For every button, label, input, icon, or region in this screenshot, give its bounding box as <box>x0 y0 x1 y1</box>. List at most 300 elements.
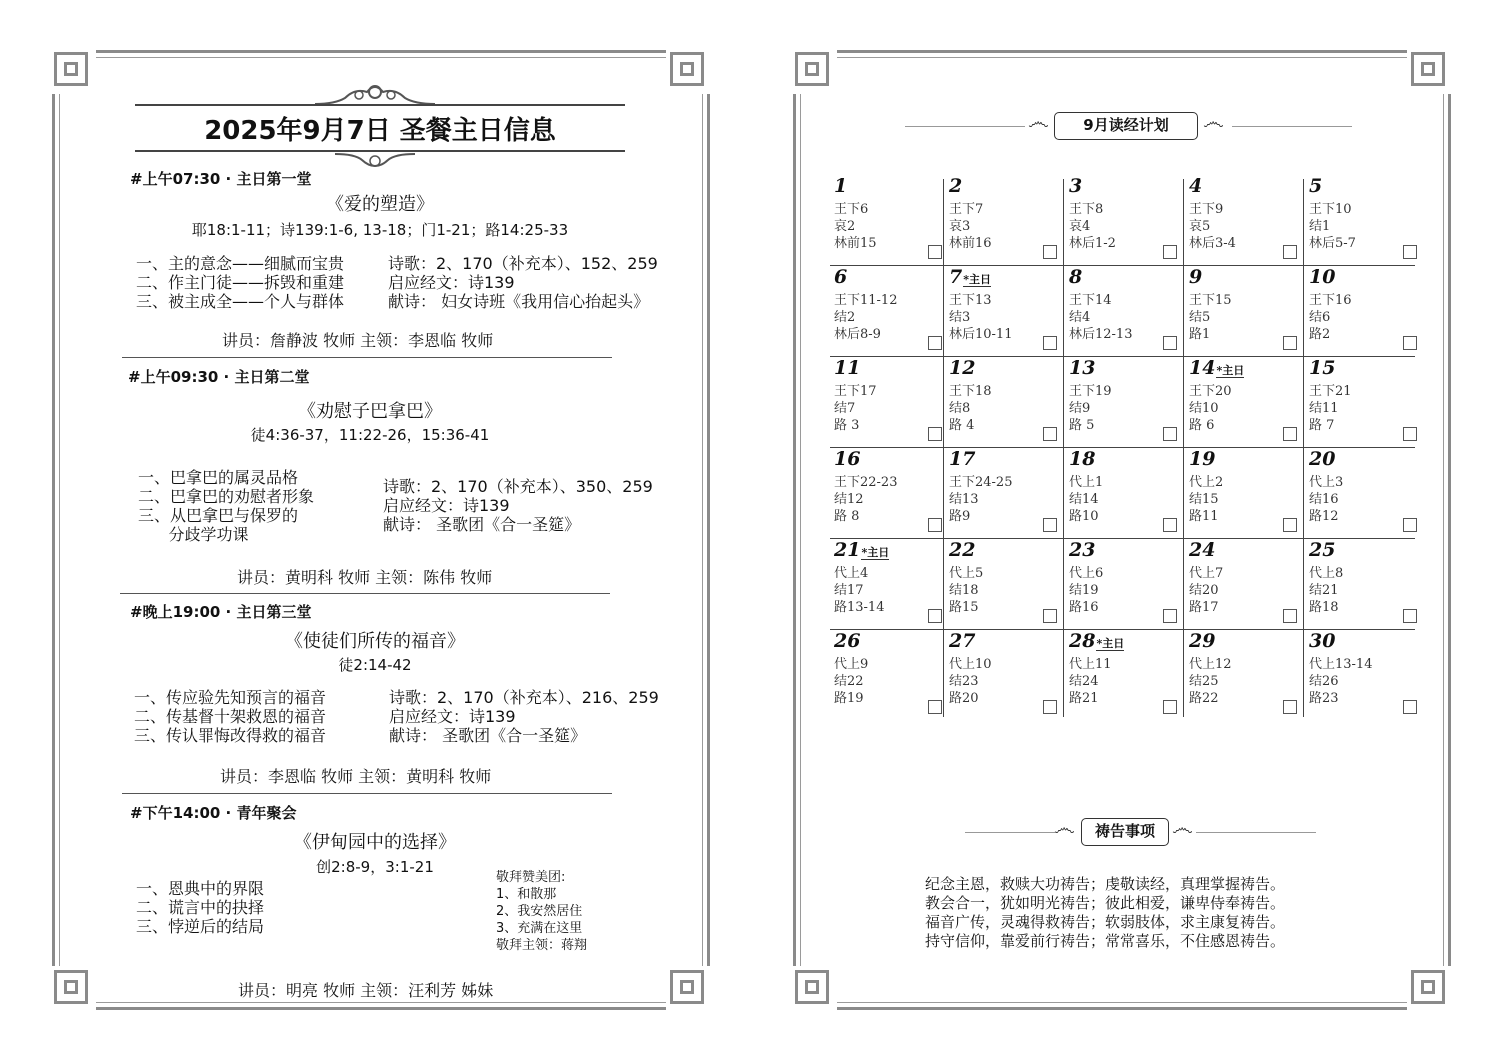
calendar-day <box>1185 175 1305 265</box>
day-number: 14*主日 <box>1189 357 1245 379</box>
corner-ornament <box>50 48 96 94</box>
reading-checkbox[interactable] <box>1283 336 1297 350</box>
reading-item: 林前16 <box>949 236 992 251</box>
sermon-title: 《劝慰子巴拿巴》 <box>298 401 442 422</box>
reading-checkbox[interactable] <box>1283 700 1297 714</box>
reading-item: 王下8 <box>1069 202 1104 217</box>
reading-list <box>1309 565 1343 616</box>
reading-item: 路16 <box>1069 600 1099 615</box>
reading-checkbox[interactable] <box>1163 518 1177 532</box>
reading-list <box>1309 383 1352 434</box>
calendar-day <box>1305 630 1425 720</box>
list-item: 1、和散那 <box>496 887 557 902</box>
reading-item: 结4 <box>1069 310 1091 325</box>
reading-list <box>834 292 897 343</box>
reading-item: 结26 <box>1309 674 1339 689</box>
reading-item: 王下6 <box>834 202 869 217</box>
scroll-ornament-icon: ෴ <box>1203 110 1224 135</box>
list-item: 三、悖逆后的结局 <box>136 917 265 936</box>
grid-col-line <box>943 179 944 717</box>
reading-list <box>1069 292 1132 343</box>
reading-checkbox[interactable] <box>928 336 942 350</box>
calendar-day <box>830 630 950 720</box>
worship-team-info <box>496 869 587 954</box>
reading-list <box>1189 292 1232 343</box>
sunday-tag: *主日 <box>1096 637 1125 650</box>
banner-line <box>1196 832 1316 833</box>
reading-list <box>834 656 868 707</box>
sermon-points <box>136 254 344 311</box>
reading-item: 王下22-23 <box>834 475 898 490</box>
grid-row-line <box>830 629 1415 630</box>
scroll-ornament-icon: ෴ <box>1054 816 1075 841</box>
reading-list <box>1309 474 1343 525</box>
reading-item: 代上11 <box>1069 657 1112 672</box>
reading-item: 结3 <box>949 310 971 325</box>
day-number: 7*主日 <box>949 266 991 288</box>
list-item: 一、传应验先知预言的福音 <box>134 688 327 707</box>
reading-item: 路1 <box>1189 327 1211 342</box>
calendar-day <box>1305 539 1425 629</box>
sunday-tag: *主日 <box>963 273 991 286</box>
reading-checkbox[interactable] <box>1403 427 1417 441</box>
list-item: 二、传基督十架救恩的福音 <box>134 707 327 726</box>
list-item: 诗歌：2、170（补充本）、152、259 <box>388 254 658 273</box>
calendar-day <box>1185 448 1305 538</box>
service-header: #晚上19:00 · 主日第三堂 <box>130 603 312 621</box>
reading-item: 结1 <box>1309 219 1331 234</box>
reading-item: 结21 <box>1309 583 1339 598</box>
reading-item: 路22 <box>1189 691 1219 706</box>
calendar-day <box>1065 266 1185 356</box>
sunday-tag: *主日 <box>861 546 890 559</box>
reading-item: 代上2 <box>1189 475 1224 490</box>
reading-item: 结18 <box>949 583 979 598</box>
list-item: 一、巴拿巴的属灵品格 <box>138 468 299 487</box>
reading-item: 路12 <box>1309 509 1339 524</box>
reading-item: 路 8 <box>834 509 860 524</box>
sermon-points <box>138 468 314 544</box>
reading-item: 代上1 <box>1069 475 1104 490</box>
reading-item: 代上12 <box>1189 657 1232 672</box>
cloud-ornament-icon <box>330 150 420 172</box>
reading-checkbox[interactable] <box>1043 700 1057 714</box>
reading-item: 林后8-9 <box>834 327 881 342</box>
reading-list <box>834 474 897 525</box>
list-item: 诗歌：2、170（补充本）、350、259 <box>383 477 653 496</box>
day-number: 19 <box>1189 448 1216 470</box>
reading-list <box>1069 201 1116 252</box>
day-number: 1 <box>834 175 848 197</box>
reading-list <box>1069 383 1112 434</box>
reading-list <box>949 656 992 707</box>
list-item: 教会合一，犹如明光祷告；彼此相爱，谦卑侍奉祷告。 <box>925 894 1286 912</box>
grid-row-line <box>830 447 1415 448</box>
list-item: 2、我安然居住 <box>496 904 583 919</box>
calendar-day <box>945 175 1065 265</box>
calendar-day <box>1305 175 1425 265</box>
reading-item: 路 6 <box>1189 418 1215 433</box>
reading-item: 代上7 <box>1189 566 1224 581</box>
list-item: 3、充满在这里 <box>496 921 583 936</box>
reading-item: 王下15 <box>1189 293 1232 308</box>
reading-item: 结8 <box>949 401 971 416</box>
day-number: 26 <box>834 630 861 652</box>
calendar-day <box>1065 539 1185 629</box>
reading-item: 王下14 <box>1069 293 1112 308</box>
list-item: 启应经文：诗139 <box>389 707 516 726</box>
reading-item: 结6 <box>1309 310 1331 325</box>
reading-item: 林后10-11 <box>949 327 1013 342</box>
reading-item: 路 5 <box>1069 418 1095 433</box>
reading-item: 林后1-2 <box>1069 236 1116 251</box>
section-divider <box>122 793 612 794</box>
reading-item: 路17 <box>1189 600 1219 615</box>
sermon-title: 《伊甸园中的选择》 <box>294 832 456 853</box>
reading-item: 结2 <box>834 310 856 325</box>
reading-item: 王下11-12 <box>834 293 898 308</box>
reading-item: 结12 <box>834 492 864 507</box>
reading-item: 路23 <box>1309 691 1339 706</box>
reading-list <box>834 565 884 616</box>
day-number: 12 <box>949 357 976 379</box>
corner-ornament <box>1407 48 1453 94</box>
reading-item: 路13-14 <box>834 600 885 615</box>
reading-item: 王下21 <box>1309 384 1352 399</box>
calendar-day <box>945 539 1065 629</box>
banner-line <box>965 832 1055 833</box>
scroll-ornament-icon: ෴ <box>1028 110 1049 135</box>
title-rule-top <box>135 104 625 106</box>
reading-item: 路18 <box>1309 600 1339 615</box>
reading-item: 路10 <box>1069 509 1099 524</box>
reading-checkbox[interactable] <box>1403 245 1417 259</box>
reading-checkbox[interactable] <box>1043 427 1057 441</box>
reading-checkbox[interactable] <box>1283 427 1297 441</box>
reading-list <box>1189 201 1236 252</box>
corner-ornament <box>791 966 837 1012</box>
reading-list <box>1309 292 1352 343</box>
sermon-title: 《使徒们所传的福音》 <box>285 631 465 652</box>
reading-item: 路9 <box>949 509 971 524</box>
calendar-day <box>830 448 950 538</box>
sermon-points <box>136 879 264 936</box>
grid-col-line <box>1063 179 1064 717</box>
day-number: 4 <box>1189 175 1203 197</box>
list-item: 纪念主恩，救赎大功祷告；虔敬读经，真理掌握祷告。 <box>925 875 1286 893</box>
reading-checkbox[interactable] <box>928 518 942 532</box>
list-item: 一、主的意念——细腻而宝贵 <box>136 254 345 273</box>
day-number: 15 <box>1309 357 1336 379</box>
reading-item: 代上4 <box>834 566 869 581</box>
reading-item: 结14 <box>1069 492 1099 507</box>
calendar-day <box>1305 266 1425 356</box>
reading-item: 代上6 <box>1069 566 1104 581</box>
corner-ornament <box>50 966 96 1012</box>
day-number: 18 <box>1069 448 1096 470</box>
reading-item: 结5 <box>1189 310 1211 325</box>
reading-item: 路 3 <box>834 418 860 433</box>
list-item: 三、被主成全——个人与群体 <box>136 292 345 311</box>
reading-checkbox[interactable] <box>1403 700 1417 714</box>
day-number: 8 <box>1069 266 1083 288</box>
reading-item: 结13 <box>949 492 979 507</box>
reading-item: 结20 <box>1189 583 1219 598</box>
reading-plan-title: 9月读经计划 <box>1054 112 1198 140</box>
list-item: 二、作主门徒——拆毁和重建 <box>136 273 345 292</box>
reading-item: 结9 <box>1069 401 1091 416</box>
list-item: 一、恩典中的界限 <box>136 879 265 898</box>
reading-item: 代上13-14 <box>1309 657 1373 672</box>
grid-row-line <box>830 356 1415 357</box>
day-number: 23 <box>1069 539 1096 561</box>
calendar-day <box>830 266 950 356</box>
calendar-day <box>1185 630 1305 720</box>
day-number: 22 <box>949 539 976 561</box>
speakers: 讲员：黄明科 牧师 主领：陈伟 牧师 <box>237 568 493 587</box>
list-item: 敬拜赞美团: <box>496 870 566 885</box>
reading-list <box>1189 383 1232 434</box>
day-number: 5 <box>1309 175 1323 197</box>
reading-item: 结22 <box>834 674 864 689</box>
section-divider <box>120 593 610 594</box>
day-number: 17 <box>949 448 976 470</box>
service-header: #下午14:00 · 青年聚会 <box>130 804 297 822</box>
calendar-day <box>1065 448 1185 538</box>
reading-checkbox[interactable] <box>1163 336 1177 350</box>
reading-list <box>949 201 992 252</box>
reading-item: 结7 <box>834 401 856 416</box>
sermon-title: 《爱的塑造》 <box>326 194 434 215</box>
reading-list <box>949 474 1012 525</box>
calendar-day <box>1185 357 1305 447</box>
reading-item: 代上5 <box>949 566 984 581</box>
reading-item: 结19 <box>1069 583 1099 598</box>
reading-checkbox[interactable] <box>928 700 942 714</box>
scripture-ref: 创2:8-9，3:1-21 <box>316 858 434 876</box>
calendar-day <box>945 448 1065 538</box>
scripture-ref: 徒2:14-42 <box>338 656 412 674</box>
reading-list <box>1309 656 1372 707</box>
list-item: 启应经文：诗139 <box>388 273 515 292</box>
worship-info <box>383 477 653 534</box>
prayer-list <box>925 875 1285 951</box>
page-title: 2025年9月7日 圣餐主日信息 <box>204 116 556 146</box>
grid-row-line <box>830 265 1415 266</box>
calendar-day <box>1065 630 1185 720</box>
grid-col-line <box>1183 179 1184 717</box>
reading-item: 代上9 <box>834 657 869 672</box>
reading-calendar <box>830 175 1430 725</box>
reading-checkbox[interactable] <box>1043 518 1057 532</box>
reading-checkbox[interactable] <box>1043 245 1057 259</box>
list-item: 持守信仰，靠爱前行祷告；常常喜乐，不住感恩祷告。 <box>925 932 1286 950</box>
reading-checkbox[interactable] <box>1043 609 1057 623</box>
scripture-ref: 徒4:36-37，11:22-26，15:36-41 <box>250 426 490 444</box>
reading-checkbox[interactable] <box>1283 518 1297 532</box>
calendar-day <box>1185 266 1305 356</box>
reading-list <box>834 201 877 252</box>
worship-info <box>389 688 659 745</box>
reading-item: 王下20 <box>1189 384 1232 399</box>
list-item: 三、从巴拿巴与保罗的 <box>138 506 299 525</box>
reading-checkbox[interactable] <box>1403 609 1417 623</box>
reading-item: 王下10 <box>1309 202 1352 217</box>
list-item: 二、巴拿巴的劝慰者形象 <box>138 487 315 506</box>
corner-ornament <box>666 966 712 1012</box>
reading-item: 结17 <box>834 583 864 598</box>
reading-checkbox[interactable] <box>1163 427 1177 441</box>
speakers: 讲员：明亮 牧师 主领：汪利芳 姊妹 <box>238 981 494 1000</box>
reading-checkbox[interactable] <box>928 609 942 623</box>
calendar-day <box>830 175 950 265</box>
reading-item: 林前15 <box>834 236 877 251</box>
reading-item: 结16 <box>1309 492 1339 507</box>
reading-item: 结23 <box>949 674 979 689</box>
list-item: 敬拜主领：蒋翔 <box>496 938 588 953</box>
worship-info <box>388 254 658 311</box>
scroll-ornament-icon: ෴ <box>1172 816 1193 841</box>
reading-item: 林后5-7 <box>1309 236 1356 251</box>
day-number: 24 <box>1189 539 1216 561</box>
reading-list <box>949 292 1012 343</box>
calendar-day <box>830 539 950 629</box>
reading-item: 代上3 <box>1309 475 1344 490</box>
reading-item: 王下13 <box>949 293 992 308</box>
reading-checkbox[interactable] <box>1403 518 1417 532</box>
speakers: 讲员：李恩临 牧师 主领：黄明科 牧师 <box>220 767 492 786</box>
reading-list <box>1069 656 1112 707</box>
day-number: 13 <box>1069 357 1096 379</box>
day-number: 28*主日 <box>1069 630 1125 652</box>
grid-col-line <box>1303 179 1304 717</box>
reading-checkbox[interactable] <box>1283 245 1297 259</box>
reading-checkbox[interactable] <box>1043 336 1057 350</box>
reading-list <box>1189 474 1223 525</box>
reading-item: 路 4 <box>949 418 975 433</box>
day-number: 2 <box>949 175 963 197</box>
day-number: 11 <box>834 357 861 379</box>
list-item: 三、传认罪悔改得救的福音 <box>134 726 327 745</box>
calendar-day <box>1305 357 1425 447</box>
list-item: 献诗： 圣歌团《合一圣筵》 <box>383 515 581 534</box>
reading-item: 王下16 <box>1309 293 1352 308</box>
reading-checkbox[interactable] <box>1163 609 1177 623</box>
calendar-day <box>945 630 1065 720</box>
reading-item: 林后3-4 <box>1189 236 1236 251</box>
reading-checkbox[interactable] <box>928 245 942 259</box>
reading-checkbox[interactable] <box>1403 336 1417 350</box>
reading-item: 王下17 <box>834 384 877 399</box>
reading-list <box>834 383 877 434</box>
list-item: 福音广传，灵魂得救祷告；软弱肢体，求主康复祷告。 <box>925 913 1286 931</box>
day-number: 20 <box>1309 448 1336 470</box>
reading-list <box>1069 474 1103 525</box>
calendar-day <box>1185 539 1305 629</box>
reading-item: 哀3 <box>949 219 971 234</box>
reading-item: 哀5 <box>1189 219 1211 234</box>
reading-list <box>1189 565 1223 616</box>
list-item: 献诗： 圣歌团《合一圣筵》 <box>389 726 587 745</box>
reading-list <box>1069 565 1103 616</box>
reading-item: 结15 <box>1189 492 1219 507</box>
reading-item: 结25 <box>1189 674 1219 689</box>
day-number: 9 <box>1189 266 1203 288</box>
sermon-points <box>134 688 326 745</box>
reading-checkbox[interactable] <box>1283 609 1297 623</box>
list-item: 启应经文：诗139 <box>383 496 510 515</box>
reading-item: 哀2 <box>834 219 856 234</box>
prayer-title: 祷告事项 <box>1081 818 1169 846</box>
scripture-ref: 耶18:1-11；诗139:1-6, 13-18；门1-21；路14:25-33 <box>191 221 569 239</box>
day-number: 16 <box>834 448 861 470</box>
day-number: 21*主日 <box>834 539 890 561</box>
reading-item: 路11 <box>1189 509 1219 524</box>
service-header: #上午09:30 · 主日第二堂 <box>128 368 310 386</box>
reading-item: 结11 <box>1309 401 1339 416</box>
reading-item: 王下24-25 <box>949 475 1013 490</box>
corner-ornament <box>791 48 837 94</box>
corner-ornament <box>1407 966 1453 1012</box>
day-number: 27 <box>949 630 976 652</box>
calendar-day <box>1065 357 1185 447</box>
calendar-day <box>830 357 950 447</box>
list-item: 二、谎言中的抉择 <box>136 898 265 917</box>
reading-item: 王下7 <box>949 202 984 217</box>
day-number: 30 <box>1309 630 1336 652</box>
reading-list <box>949 383 992 434</box>
reading-item: 路 7 <box>1309 418 1335 433</box>
day-number: 25 <box>1309 539 1336 561</box>
list-item: 献诗： 妇女诗班《我用信心抬起头》 <box>388 292 650 311</box>
reading-item: 哀4 <box>1069 219 1091 234</box>
reading-item: 王下18 <box>949 384 992 399</box>
list-item: 诗歌：2、170（补充本）、216、259 <box>389 688 659 707</box>
reading-item: 林后12-13 <box>1069 327 1133 342</box>
day-number: 29 <box>1189 630 1216 652</box>
reading-item: 结10 <box>1189 401 1219 416</box>
reading-checkbox[interactable] <box>1163 700 1177 714</box>
speakers: 讲员：詹静波 牧师 主领：李恩临 牧师 <box>222 331 494 350</box>
reading-item: 路15 <box>949 600 979 615</box>
banner-line <box>1232 126 1352 127</box>
day-number: 6 <box>834 266 848 288</box>
day-number: 10 <box>1309 266 1336 288</box>
reading-list <box>1189 656 1232 707</box>
reading-item: 路21 <box>1069 691 1099 706</box>
reading-item: 路2 <box>1309 327 1331 342</box>
reading-item: 结24 <box>1069 674 1099 689</box>
sunday-tag: *主日 <box>1216 364 1245 377</box>
reading-item: 王下9 <box>1189 202 1224 217</box>
reading-item: 王下19 <box>1069 384 1112 399</box>
calendar-day <box>945 266 1065 356</box>
reading-checkbox[interactable] <box>1163 245 1177 259</box>
reading-list <box>949 565 983 616</box>
calendar-day <box>1065 175 1185 265</box>
corner-ornament <box>666 48 712 94</box>
section-divider <box>122 357 612 358</box>
calendar-day <box>945 357 1065 447</box>
grid-row-line <box>830 538 1415 539</box>
calendar-day <box>1305 448 1425 538</box>
banner-line <box>905 126 1025 127</box>
reading-checkbox[interactable] <box>928 427 942 441</box>
day-number: 3 <box>1069 175 1083 197</box>
reading-item: 路20 <box>949 691 979 706</box>
reading-list <box>1309 201 1356 252</box>
reading-item: 代上10 <box>949 657 992 672</box>
